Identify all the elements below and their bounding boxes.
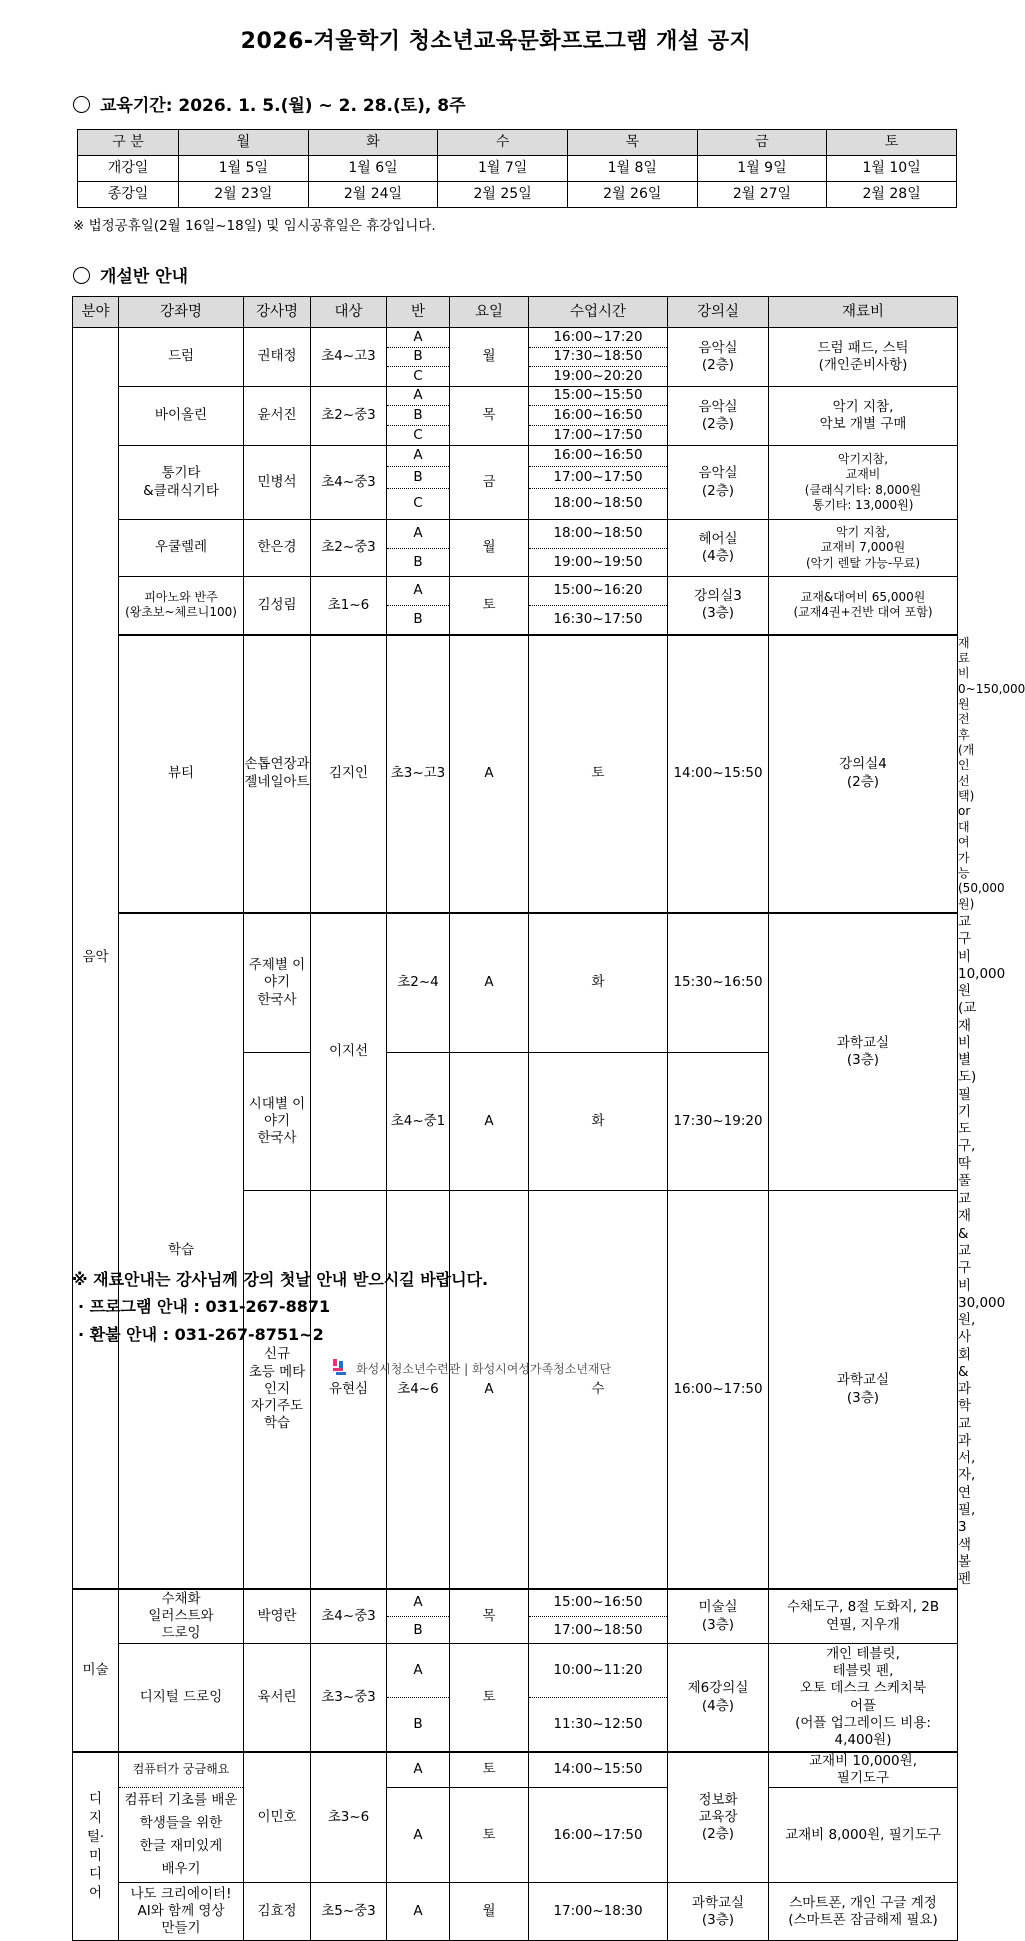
teacher-cell: 이민호	[244, 1752, 311, 1883]
date-cell: 1월 9일	[697, 156, 827, 182]
col-header: 요일	[450, 297, 529, 328]
time-cell: 18:00~18:50	[529, 520, 668, 549]
course-name: 우쿨렐레	[119, 520, 244, 577]
time-cell: 16:00~17:50	[529, 1788, 668, 1883]
time-cell: 19:00~20:20	[529, 367, 668, 387]
classes-header-row	[73, 297, 958, 328]
table-row	[73, 1589, 958, 1617]
logo-text: 화성시청소년수련관 | 화성시여성가족청소년재단	[356, 1361, 612, 1376]
time-cell: 17:30~19:20	[668, 1052, 769, 1190]
class-cell: B	[387, 1698, 450, 1752]
class-cell: B	[387, 606, 450, 635]
day-cell: 토	[450, 1644, 529, 1752]
teacher-cell: 권태정	[244, 328, 311, 387]
time-cell: 11:30~12:50	[529, 1698, 668, 1752]
day-cell: 월	[450, 328, 529, 387]
class-cell: C	[387, 489, 450, 520]
teacher-cell: 육서린	[244, 1644, 311, 1752]
time-cell: 16:00~16:50	[529, 406, 668, 426]
refund-contact: · 환불 안내 : 031-267-8751~2	[78, 1325, 324, 1344]
time-cell: 17:00~17:50	[529, 426, 668, 446]
time-cell: 15:30~16:50	[668, 913, 769, 1053]
date-cell: 2월 23일	[179, 182, 309, 208]
target-cell: 초5~중3	[311, 1883, 387, 1941]
day-cell: 월	[450, 1883, 529, 1941]
class-cell: A	[387, 577, 450, 606]
class-cell: B	[387, 467, 450, 489]
day-cell: 월	[450, 520, 529, 577]
day-cell: 토	[450, 1788, 529, 1883]
category-cell: 음악	[73, 328, 119, 1589]
course-name: 시대별 이야기 한국사	[244, 1052, 311, 1190]
category-cell: 디지털·미디어	[73, 1752, 119, 1941]
teacher-cell: 윤서진	[244, 387, 311, 446]
circle-bullet-icon	[73, 267, 90, 284]
fee-cell: 악기 지참, 악보 개별 구매	[769, 387, 958, 446]
day-cell: 토	[450, 577, 529, 635]
day-cell: 토	[529, 635, 668, 913]
fee-cell: 교재&대여비 65,000원 (교재4권+건반 대여 포함)	[769, 577, 958, 635]
fee-cell: 드럼 패드, 스틱 (개인준비사항)	[769, 328, 958, 387]
program-contact: · 프로그램 안내 : 031-267-8871	[78, 1297, 331, 1316]
class-cell: B	[387, 549, 450, 577]
room-cell: 음악실 (2층)	[668, 446, 769, 520]
col-header: 목	[567, 130, 697, 156]
target-cell: 초4~중3	[311, 446, 387, 520]
col-header: 강의실	[668, 297, 769, 328]
time-cell: 15:00~16:20	[529, 577, 668, 606]
fee-cell: 스마트폰, 개인 구글 계정 (스마트폰 잠금해제 필요)	[769, 1883, 958, 1941]
date-cell: 2월 24일	[308, 182, 438, 208]
class-cell: A	[387, 1788, 450, 1883]
category-cell: 뷰티	[119, 635, 244, 913]
col-header: 강좌명	[119, 297, 244, 328]
course-name: 나도 크리에이터! AI와 함께 영상 만들기	[119, 1883, 244, 1941]
table-row: 학습 주제별 이야기 한국사 이지선 초2~4 A 화 15:30~16:50 과학교실 (3층) 교구비 10,000원 (교재비 별도) 필기도구, 딱풀	[73, 913, 958, 1053]
room-cell: 음악실 (2층)	[668, 387, 769, 446]
room-cell: 강의실3 (3층)	[668, 577, 769, 635]
fee-cell: 교재비 8,000원, 필기도구	[769, 1788, 958, 1883]
time-cell: 16:00~16:50	[529, 446, 668, 467]
class-cell: A	[387, 387, 450, 406]
col-header: 토	[827, 130, 957, 156]
col-header: 금	[697, 130, 827, 156]
room-cell: 음악실 (2층)	[668, 328, 769, 387]
table-row	[73, 387, 958, 406]
course-name: 통기타 &클래식기타	[119, 446, 244, 520]
course-name: 디지털 드로잉	[119, 1644, 244, 1752]
target-cell: 초4~6	[387, 1191, 450, 1589]
room-cell: 미술실 (3층)	[668, 1589, 769, 1644]
room-cell: 과학교실 (3층)	[769, 913, 958, 1191]
class-cell: A	[387, 446, 450, 467]
room-cell: 과학교실 (3층)	[668, 1883, 769, 1941]
course-name: 수채화 일러스트와 드로잉	[119, 1589, 244, 1644]
day-cell: 목	[450, 1589, 529, 1644]
time-cell: 16:00~17:20	[529, 328, 668, 348]
day-cell: 수	[529, 1191, 668, 1589]
day-cell: 화	[529, 1052, 668, 1190]
target-cell: 초3~고3	[387, 635, 450, 913]
row-label: 종강일	[78, 182, 179, 208]
table-row: 신규 초등 메타인지 자기주도 학습 유현심 초4~6 A 수 16:00~17:50 과학교실 (3층) 교재&교구비 30,000원, 사회&과학 교과서, 자, 연필, 3색 볼펜	[73, 1191, 958, 1589]
day-cell: 화	[529, 913, 668, 1053]
period-heading-text: 교육기간: 2026. 1. 5.(월) ~ 2. 28.(토), 8주	[100, 96, 466, 116]
time-cell: 17:00~18:50	[529, 1617, 668, 1644]
classes-heading	[73, 262, 188, 287]
target-cell: 초3~중3	[311, 1644, 387, 1752]
fee-cell: 악기 지참, 교재비 7,000원 (악기 렌탈 가능-무료)	[769, 520, 958, 577]
class-cell: B	[387, 1617, 450, 1644]
col-header: 반	[387, 297, 450, 328]
fee-cell: 수채도구, 8절 도화지, 2B 연필, 지우개	[769, 1589, 958, 1644]
fee-cell: 개인 테블릿, 테블릿 펜, 오토 데스크 스케치북 어플 (어플 업그레이드 비용: 4,400원)	[769, 1644, 958, 1752]
col-header: 화	[308, 130, 438, 156]
teacher-cell: 유현심	[311, 1191, 387, 1589]
class-cell: A	[387, 1644, 450, 1698]
target-cell: 초4~중1	[387, 1052, 450, 1190]
category-cell: 학습	[119, 913, 244, 1589]
col-header: 재료비	[769, 297, 958, 328]
date-cell: 2월 28일	[827, 182, 957, 208]
table-row	[73, 1752, 958, 1788]
table-row	[73, 446, 958, 467]
col-header: 수업시간	[529, 297, 668, 328]
classes-table	[72, 296, 1025, 1941]
teacher-cell: 김성림	[244, 577, 311, 635]
day-cell: 금	[450, 446, 529, 520]
course-name: 컴퓨터 기초를 배운 학생들을 위한 한글 재미있게 배우기	[119, 1788, 244, 1883]
time-cell: 14:00~15:50	[668, 635, 769, 913]
time-cell: 18:00~18:50	[529, 489, 668, 520]
time-cell: 17:30~18:50	[529, 348, 668, 367]
time-cell: 19:00~19:50	[529, 549, 668, 577]
class-cell: B	[387, 406, 450, 426]
category-cell: 미술	[73, 1589, 119, 1752]
table-row	[73, 1788, 958, 1883]
target-cell: 초3~6	[311, 1752, 387, 1883]
course-name: 드럼	[119, 328, 244, 387]
teacher-cell: 한은경	[244, 520, 311, 577]
period-heading	[73, 91, 466, 116]
date-cell: 1월 8일	[567, 156, 697, 182]
col-header: 구 분	[78, 130, 179, 156]
col-header: 수	[438, 130, 568, 156]
time-cell: 17:00~18:30	[529, 1883, 668, 1941]
class-cell: A	[387, 1752, 450, 1788]
day-cell: 토	[450, 1752, 529, 1788]
class-cell: A	[450, 1052, 529, 1190]
table-row	[73, 1883, 958, 1941]
day-cell: 목	[450, 387, 529, 446]
fee-cell: 악기지참, 교재비 (클래식기타: 8,000원 통기타: 13,000원)	[769, 446, 958, 520]
course-name: 피아노와 반주 (왕초보~체르니100)	[119, 577, 244, 635]
target-cell: 초1~6	[311, 577, 387, 635]
schedule-header-row	[78, 130, 957, 156]
course-name: 주제별 이야기 한국사	[244, 913, 311, 1053]
teacher-cell: 민병석	[244, 446, 311, 520]
end-date-row	[78, 182, 957, 208]
target-cell: 초2~중3	[311, 520, 387, 577]
schedule-table	[77, 129, 957, 208]
holiday-note: ※ 법정공휴일(2월 16일~18일) 및 임시공휴일은 휴강입니다.	[73, 218, 436, 234]
row-label: 개강일	[78, 156, 179, 182]
class-cell: A	[387, 328, 450, 348]
col-header: 분야	[73, 297, 119, 328]
teacher-cell: 이지선	[311, 913, 387, 1191]
class-cell: A	[450, 913, 529, 1053]
fee-cell: 교재비 10,000원, 필기도구	[769, 1752, 958, 1788]
logo-mark-icon	[332, 1358, 350, 1378]
class-cell: C	[387, 426, 450, 446]
table-row	[73, 577, 958, 606]
time-cell: 10:00~11:20	[529, 1644, 668, 1698]
date-cell: 2월 27일	[697, 182, 827, 208]
course-name: 컴퓨터가 궁금해요	[119, 1752, 244, 1788]
col-header: 월	[179, 130, 309, 156]
target-cell: 초4~중3	[311, 1589, 387, 1644]
course-name: 바이올린	[119, 387, 244, 446]
teacher-cell: 김지인	[311, 635, 387, 913]
target-cell: 초2~4	[387, 913, 450, 1053]
time-cell: 15:00~15:50	[529, 387, 668, 406]
class-cell: A	[387, 1589, 450, 1617]
col-header: 대상	[311, 297, 387, 328]
date-cell: 1월 7일	[438, 156, 568, 182]
course-name: 손톱연장과 젤네일아트	[244, 635, 311, 913]
table-row	[73, 1644, 958, 1698]
time-cell: 16:00~17:50	[668, 1191, 769, 1589]
table-row: 뷰티 손톱연장과 젤네일아트 김지인 초3~고3 A 토 14:00~15:50 강의실4 (2층) 재료비 0~150,000원 전후 (개인선택) or 대여 가능(50,000원)	[73, 635, 958, 913]
date-cell: 2월 25일	[438, 182, 568, 208]
class-cell: A	[387, 520, 450, 549]
class-cell: C	[387, 367, 450, 387]
date-cell: 1월 5일	[179, 156, 309, 182]
time-cell: 16:30~17:50	[529, 606, 668, 635]
course-name: 신규 초등 메타인지 자기주도 학습	[244, 1191, 311, 1589]
circle-bullet-icon	[73, 96, 90, 113]
start-date-row	[78, 156, 957, 182]
time-cell: 15:00~16:50	[529, 1589, 668, 1617]
date-cell: 1월 6일	[308, 156, 438, 182]
classes-heading-text: 개설반 안내	[100, 267, 189, 287]
room-cell: 과학교실 (3층)	[769, 1191, 958, 1589]
room-cell: 강의실4 (2층)	[769, 635, 958, 913]
time-cell: 17:00~17:50	[529, 467, 668, 489]
room-cell: 정보화 교육장 (2층)	[668, 1752, 769, 1883]
class-cell: A	[450, 1191, 529, 1589]
teacher-cell: 김효정	[244, 1883, 311, 1941]
class-cell: A	[387, 1883, 450, 1941]
col-header: 강사명	[244, 297, 311, 328]
date-cell: 1월 10일	[827, 156, 957, 182]
table-row	[73, 328, 958, 348]
page-title: 2026-겨울학기 청소년교육문화프로그램 개설 공지	[240, 29, 752, 54]
date-cell: 2월 26일	[567, 182, 697, 208]
room-cell: 제6강의실 (4층)	[668, 1644, 769, 1752]
material-note: ※ 재료안내는 강사님께 강의 첫날 안내 받으시길 바랍니다.	[72, 1270, 489, 1289]
target-cell: 초4~고3	[311, 328, 387, 387]
time-cell: 14:00~15:50	[529, 1752, 668, 1788]
class-cell: A	[450, 635, 529, 913]
target-cell: 초2~중3	[311, 387, 387, 446]
teacher-cell: 박영란	[244, 1589, 311, 1644]
footer-logo	[332, 1358, 611, 1378]
table-row	[73, 520, 958, 549]
class-cell: B	[387, 348, 450, 367]
room-cell: 헤어실 (4층)	[668, 520, 769, 577]
